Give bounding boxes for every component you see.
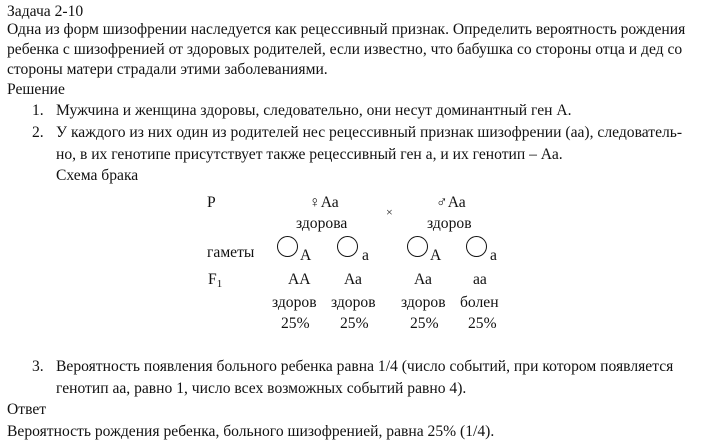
item-2-line-2: но, в их генотипе присутствует также рецессивный ген а, и их генотип – Аа. [56, 146, 563, 163]
task-text-line-3: стороны матери страдали этими заболеваниями. [7, 61, 328, 78]
gamete-circle-4 [466, 236, 487, 257]
female-status: здорова [296, 215, 348, 232]
solution-heading: Решение [7, 81, 65, 98]
offspring-label [208, 270, 222, 291]
item-3-line-1: Вероятность появления больного ребенка равна 1/4 (число событий, при котором появляется [56, 358, 674, 375]
offspring-label-text: F [208, 271, 217, 288]
male-status: здоров [427, 215, 472, 232]
parents-label: P [207, 194, 216, 211]
gamete-allele-4: а [490, 247, 497, 264]
answer-text: Вероятность рождения ребенка, больного шизофренией, равна 25% (1/4). [7, 423, 495, 440]
offspring-status-1: здоров [272, 294, 317, 311]
item-number-2: 2. [32, 124, 44, 141]
item-number-1: 1. [32, 102, 44, 119]
task-title: Задача 2-10 [7, 3, 84, 20]
female-genotype: ♀Аа [309, 194, 339, 211]
offspring-percent-3: 25% [410, 315, 439, 332]
offspring-genotype-1: АА [288, 271, 311, 288]
offspring-status-3: здоров [401, 294, 446, 311]
item-number-3: 3. [32, 358, 44, 375]
offspring-status-4: болен [460, 294, 499, 311]
gametes-label: гаметы [207, 244, 255, 261]
task-text-line-1: Одна из форм шизофрении наследуется как рецессивный признак. Определить вероятность рождения [7, 21, 686, 38]
offspring-percent-1: 25% [281, 315, 310, 332]
item-3-line-2: генотип аа, равно 1, число всех возможных событий равно 4). [56, 380, 467, 397]
offspring-status-2: здоров [331, 294, 376, 311]
gamete-circle-1 [277, 236, 298, 257]
item-2-line-1: У каждого из них один из родителей нес рецессивный признак шизофрении (аа), следователь- [56, 124, 683, 141]
gamete-circle-3 [407, 236, 428, 257]
offspring-label-subscript: 1 [216, 278, 223, 290]
offspring-percent-2: 25% [340, 315, 369, 332]
scheme-title: Схема брака [56, 167, 139, 184]
offspring-genotype-3: Аа [414, 271, 432, 288]
offspring-percent-4: 25% [468, 315, 497, 332]
task-text-line-2: ребенка с шизофренией от здоровых родителей, если известно, что бабушка со стороны отца и дед со [7, 41, 683, 58]
gamete-allele-2: а [362, 247, 369, 264]
gamete-allele-3: А [430, 247, 442, 264]
gamete-allele-1: А [300, 247, 312, 264]
gamete-circle-2 [337, 236, 358, 257]
cross-symbol: × [386, 205, 393, 219]
item-1-line-1: Мужчина и женщина здоровы, следовательно, они несут доминантный ген А. [56, 102, 572, 119]
offspring-genotype-4: аа [473, 271, 487, 288]
male-genotype: ♂Аа [436, 194, 466, 211]
answer-heading: Ответ [7, 401, 47, 418]
offspring-genotype-2: Аа [344, 271, 362, 288]
